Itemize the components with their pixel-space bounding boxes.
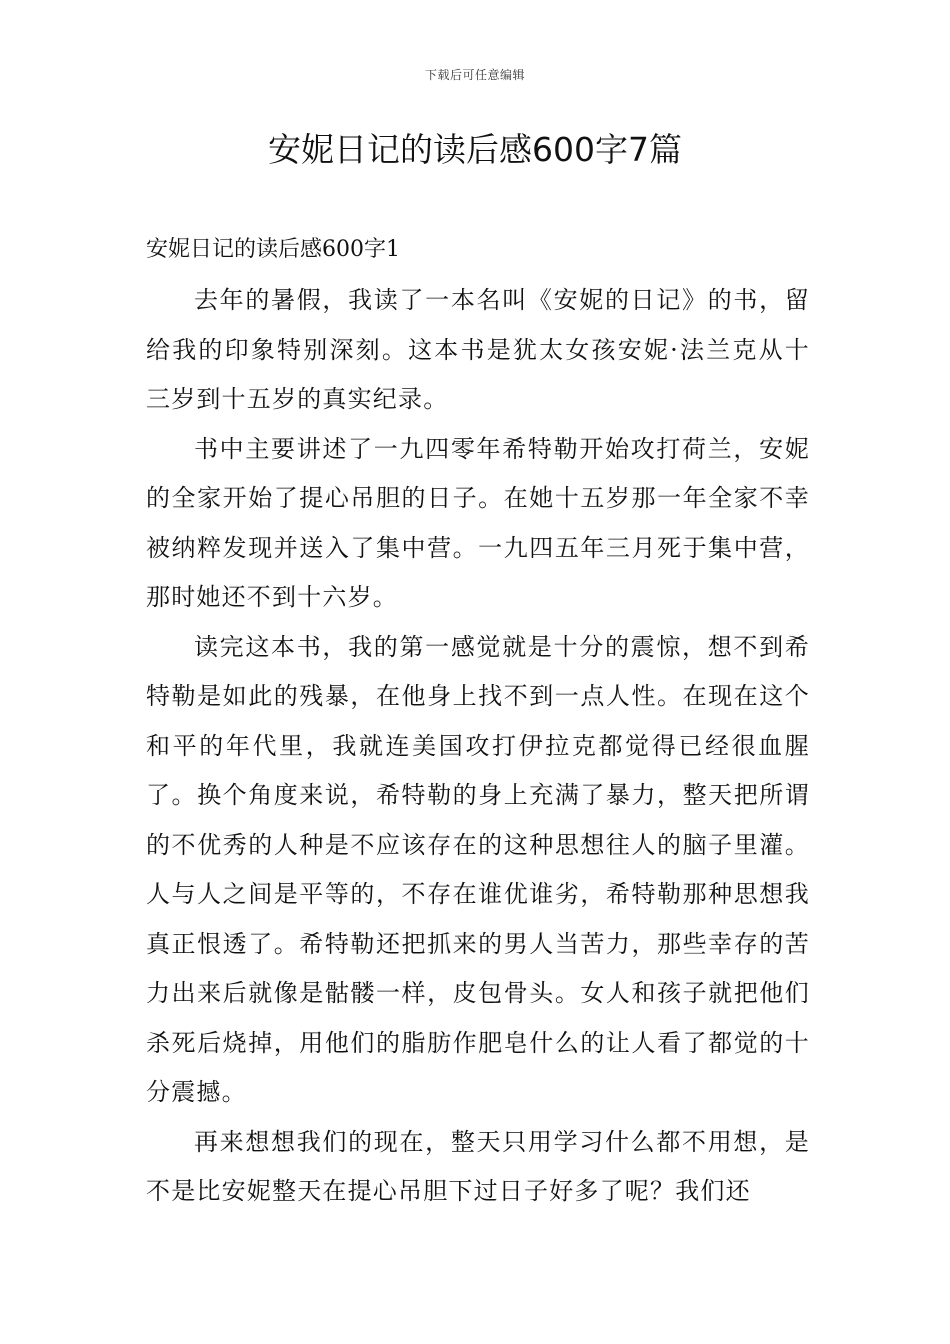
- paragraph: 读完这本书，我的第一感觉就是十分的震惊，想不到希特勒是如此的残暴，在他身上找不到一点人性。在现在这个和平的年代里，我就连美国攻打伊拉克都觉得已经很血腥了。换个角度来说，希特勒的身上充满了暴力，整天把所谓的不优秀的人种是不应该存在的这种思想往人的脑子里灌。人与人之间是平等的，不存在谁优谁劣，希特勒那种思想我真正恨透了。希特勒还把抓来的男人当苦力，那些幸存的苦力出来后就像是骷髅一样，皮包骨头。女人和孩子就把他们杀死后烧掉，用他们的脂肪作肥皂什么的让人看了都觉的十分震撼。: [146, 632, 810, 1106]
- header-note: 下载后可任意编辑: [424, 68, 525, 82]
- document-title: 安妮日记的读后感600字7篇: [268, 130, 682, 169]
- section-heading: 安妮日记的读后感600字1: [146, 237, 400, 262]
- paragraph: 去年的暑假，我读了一本名叫《安妮的日记》的书，留给我的印象特别深刻。这本书是犹太女孩安妮·法兰克从十三岁到十五岁的真实纪录。: [146, 286, 810, 413]
- paragraph: 再来想想我们的现在，整天只用学习什么都不用想，是不是比安妮整天在提心吊胆下过日子好多了呢？我们还: [146, 1127, 810, 1205]
- paragraph: 书中主要讲述了一九四零年希特勒开始攻打荷兰，安妮的全家开始了提心吊胆的日子。在她十五岁那一年全家不幸被纳粹发现并送入了集中营。一九四五年三月死于集中营，那时她还不到十六岁。: [146, 434, 810, 611]
- document-body: [146, 276, 810, 1217]
